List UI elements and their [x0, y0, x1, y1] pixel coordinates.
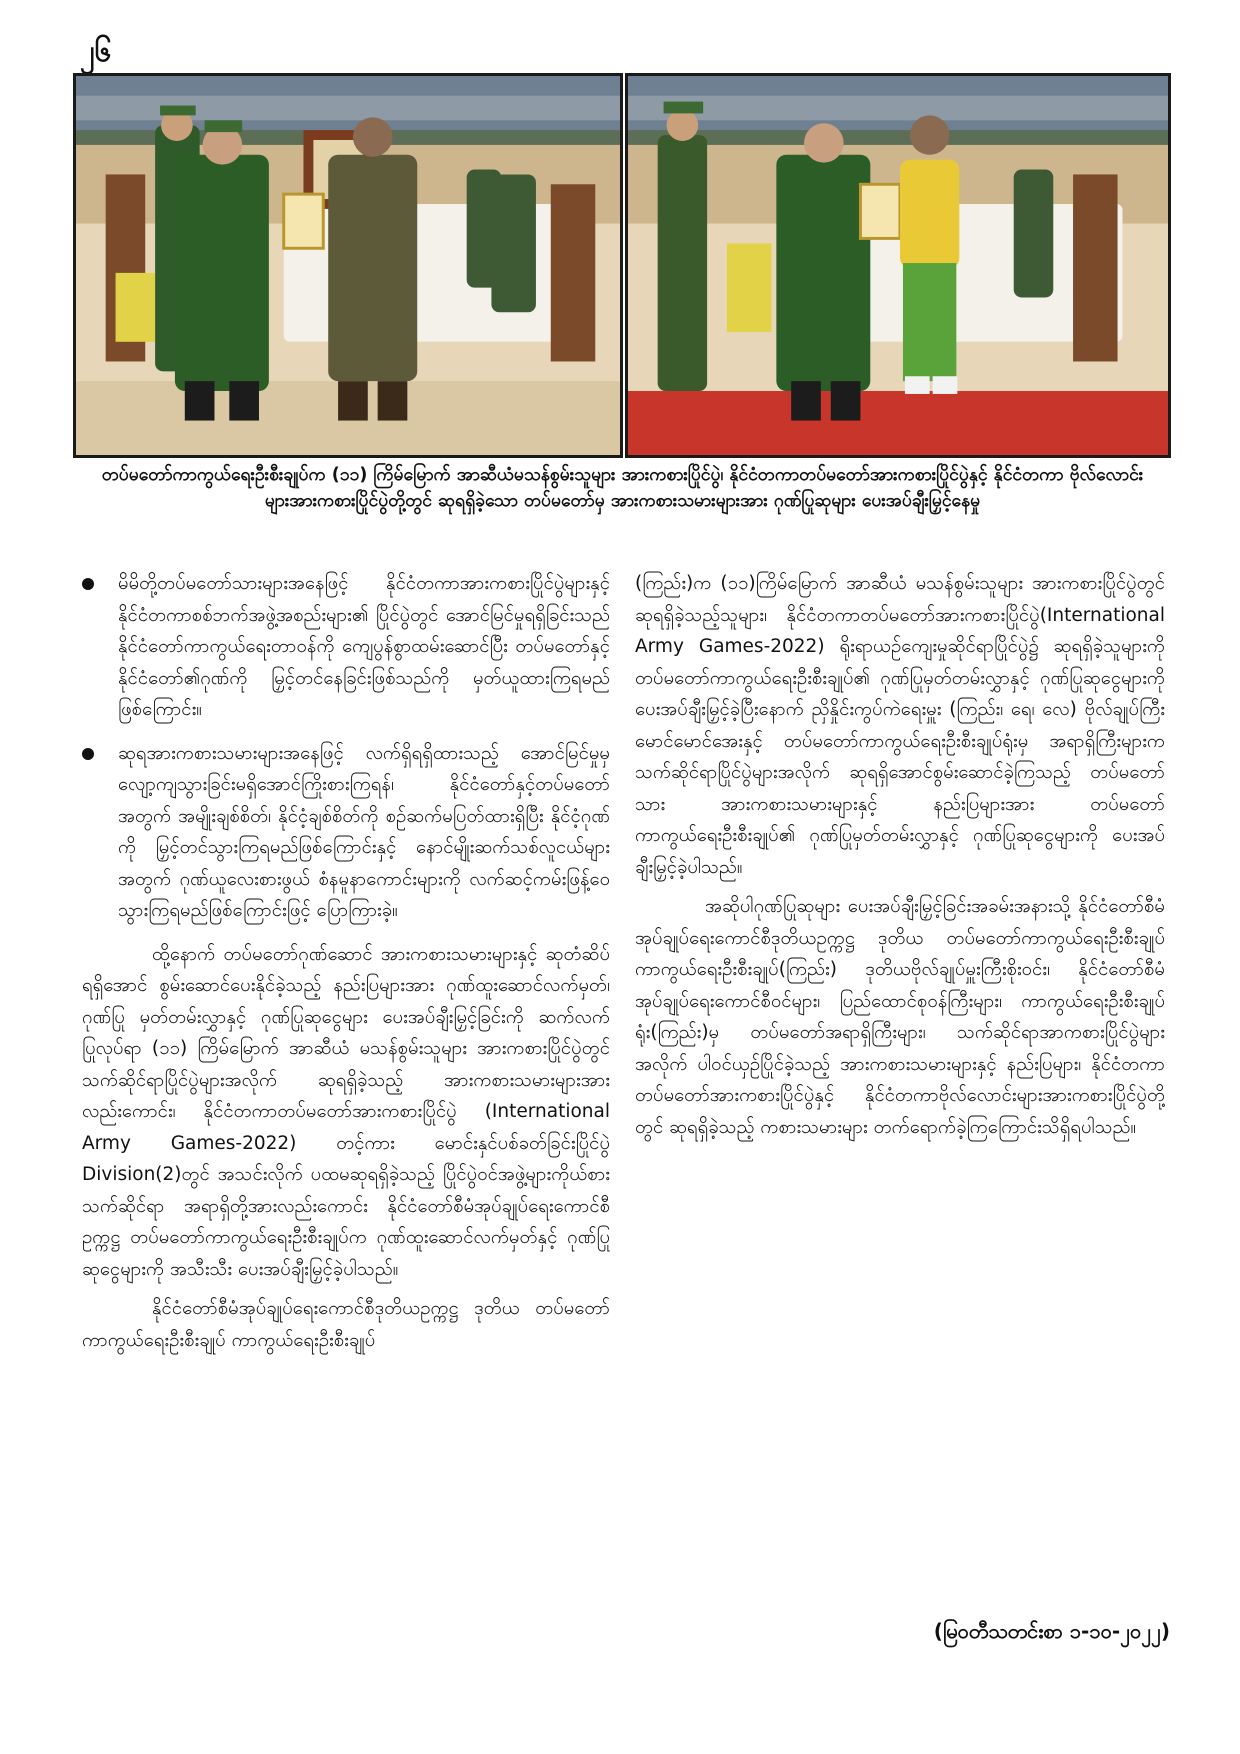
article-right-column — [635, 568, 1165, 1151]
right-paragraph-1: (ကြည်း)က (၁၁)ကြိမ်မြောက် အာဆီယံ မသန်စွမ်းသူများ အားကစားပြိုင်ပွဲတွင် ဆုရရှိခဲ့သည့်သူများ၊ နိုင်ငံတကာတပ်မတော်အားကစားပြိုင်ပွဲ(International Army Games-2022) ရိုးရာယဉ်ကျေးမှုဆိုင်ရာပြိုင်ပွဲ၌ ဆုရရှိခဲ့သူများကို တပ်မတော်ကာကွယ်ရေးဦးစီးချုပ်၏ ဂုဏ်ပြုမှတ်တမ်းလွှာနှင့် ဂုဏ်ပြုဆုငွေများကို ပေးအပ်ချီးမြှင့်ခဲ့ပြီးနောက် ညှိနှိုင်းကွပ်ကဲရေးမှူး (ကြည်း၊ ရေ၊ လေ) ဗိုလ်ချုပ်ကြီးမောင်မောင်အေးနှင့် တပ်မတော်ကာကွယ်ရေးဦးစီးချုပ်ရုံးမှ အရာရှိကြီးများက သက်ဆိုင်ရာပြိုင်ပွဲများအလိုက် ဆုရရှိအောင်စွမ်းဆောင်ခဲ့ကြသည့် တပ်မတော်သား အားကစားသမားများနှင့် နည်းပြများအား တပ်မတော်ကာကွယ်ရေးဦးစီးချုပ်၏ ဂုဏ်ပြုမှတ်တမ်းလွှာနှင့် ဂုဏ်ပြုဆုငွေများကို ပေးအပ်ချီးမြှင့်ခဲ့ပါသည်။ — [635, 573, 1165, 878]
bullet-item-1 — [82, 568, 610, 726]
bullet-dot — [82, 748, 94, 760]
left-paragraph-2: နိုင်ငံတော်စီမံအုပ်ချုပ်ရေးကောင်စီဒုတိယဥက္ကဋ္ဌ ဒုတိယ တပ်မတော်ကာကွယ်ရေးဦးစီးချုပ် ကာကွယ်ရေးဦးစီးချုပ် — [82, 1298, 610, 1351]
right-paragraph-2: အဆိုပါဂုဏ်ပြုဆုများ ပေးအပ်ချီးမြှင့်ခြင်းအခမ်းအနားသို့ နိုင်ငံတော်စီမံအုပ်ချုပ်ရေးကောင်စီဒုတိယဥက္ကဋ္ဌ ဒုတိယ တပ်မတော်ကာကွယ်ရေးဦးစီးချုပ် ကာကွယ်ရေးဦးစီးချုပ်(ကြည်း) ဒုတိယဗိုလ်ချုပ်မှူးကြီးစိုးဝင်း၊ နိုင်ငံတော်စီမံအုပ်ချုပ်ရေးကောင်စီဝင်များ၊ ပြည်ထောင်စုဝန်ကြီးများ၊ ကာကွယ်ရေးဦးစီးချုပ်ရုံး(ကြည်း)မှ တပ်မတော်အရာရှိကြီးများ၊ သက်ဆိုင်ရာအာကစားပြိုင်ပွဲများအလိုက် ပါဝင်ယှဉ်ပြိုင်ခဲ့သည့် အားကစားသမားများနှင့် နည်းပြများ၊ နိုင်ငံတကာတပ်မတော်အားကစားပြိုင်ပွဲနှင့် နိုင်ငံတကာဗိုလ်လောင်းများအားကစားပြိုင်ပွဲတို့တွင် ဆုရရှိခဲ့သည့် ကစားသမားများ တက်ရောက်ခဲ့ကြကြောင်းသိရှိရပါသည်။ — [635, 896, 1165, 1138]
page-number: ၂၆ — [80, 34, 112, 69]
bullet-text-1: မိမိတို့တပ်မတော်သားများအနေဖြင့် နိုင်ငံတကာအားကစားပြိုင်ပွဲများနှင့် နိုင်ငံတကာစစ်ဘက်အဖွဲ့အစည်းများ၏ ပြိုင်ပွဲတွင် အောင်မြင်မှုရရှိခြင်းသည် နိုင်ငံတော်ကာကွယ်ရေးတာဝန်ကို ကျေပွန်စွာထမ်းဆောင်ပြီး တပ်မတော်နှင့် နိုင်ငံတော်၏ဂုဏ်ကို မြှင့်တင်နေခြင်းဖြစ်သည်ကို မှတ်ယူထားကြရမည်ဖြစ်ကြောင်း။ — [118, 573, 610, 720]
ceremony-photo-right — [625, 73, 1171, 458]
article-left-column — [82, 568, 610, 1364]
bullet-item-2 — [82, 738, 610, 927]
source-attribution: (မြဝတီသတင်းစာ ၁-၁၀-၂၀၂၂) — [933, 1619, 1170, 1643]
left-paragraph-1: ထို့နောက် တပ်မတော်ဂုဏ်ဆောင် အားကစားသမားများနှင့် ဆုတံဆိပ်ရရှိအောင် စွမ်းဆောင်ပေးနိုင်ခဲ့သည့် နည်းပြများအား ဂုဏ်ထူးဆောင်လက်မှတ်၊ ဂုဏ်ပြု မှတ်တမ်းလွှာနှင့် ဂုဏ်ပြုဆုငွေများ ပေးအပ်ချီးမြှင့်ခြင်းကို ဆက်လက်ပြုလုပ်ရာ (၁၁) ကြိမ်မြောက် အာဆီယံ မသန်စွမ်းသူများ အားကစားပြိုင်ပွဲတွင် သက်ဆိုင်ရာပြိုင်ပွဲများအလိုက် ဆုရရှိခဲ့သည့် အားကစားသမားများအားလည်းကောင်း၊ နိုင်ငံတကာတပ်မတော်အားကစားပြိုင်ပွဲ (International Army Games-2022) တင့်ကား မောင်းနှင်ပစ်ခတ်ခြင်းပြိုင်ပွဲ Division(2)တွင် အသင်းလိုက် ပထမဆုရရှိခဲ့သည့် ပြိုင်ပွဲဝင်အဖွဲ့များကိုယ်စား သက်ဆိုင်ရာ အရာရှိတို့အားလည်းကောင်း နိုင်ငံတော်စီမံအုပ်ချုပ်ရေးကောင်စီဥက္ကဋ္ဌ တပ်မတော်ကာကွယ်ရေးဦးစီးချုပ်က ဂုဏ်ထူးဆောင်လက်မှတ်နှင့် ဂုဏ်ပြုဆုငွေများကို အသီးသီး ပေးအပ်ချီးမြှင့်ခဲ့ပါသည်။ — [82, 943, 610, 1280]
ceremony-photo-left — [73, 73, 623, 458]
bullet-text-2: ဆုရအားကစားသမားများအနေဖြင့် လက်ရှိရရှိထားသည့် အောင်မြင်မှုမှ လျော့ကျသွားခြင်းမရှိအောင်ကြိုးစားကြရန်၊ နိုင်ငံတော်နှင့်တပ်မတော်အတွက် အမျိုးချစ်စိတ်၊ နိုင်ငံ့ချစ်စိတ်ကို စဉ်ဆက်မပြတ်ထားရှိပြီး နိုင်ငံ့ဂုဏ်ကို မြှင့်တင်သွားကြရမည်ဖြစ်ကြောင်းနှင့် နောင်မျိုးဆက်သစ်လူငယ်များအတွက် ဂုဏ်ယူလေးစားဖွယ် စံနမူနာကောင်းများကို လက်ဆင့်ကမ်းဖြန့်ဝေသွားကြရမည်ဖြစ်ကြောင်းဖြင့် ပြောကြားခဲ့။ — [118, 742, 610, 921]
photo-caption: တပ်မတော်ကာကွယ်ရေးဦးစီးချုပ်က (၁၁) ကြိမ်မြောက် အာဆီယံမသန်စွမ်းသူများ အားကစားပြိုင်ပွဲ၊ နိုင်ငံတကာတပ်မတော်အားကစားပြိုင်ပွဲနှင့် နိုင်ငံတကာ ဗိုလ်လောင်းများအားကစားပြိုင်ပွဲတို့တွင် ဆုရရှိခဲ့သော တပ်မတော်မှ အားကစားသမားများအား ဂုဏ်ပြုဆုများ ပေးအပ်ချီးမြှင့်နေမှု — [101, 465, 1144, 511]
bullet-dot — [82, 578, 94, 590]
